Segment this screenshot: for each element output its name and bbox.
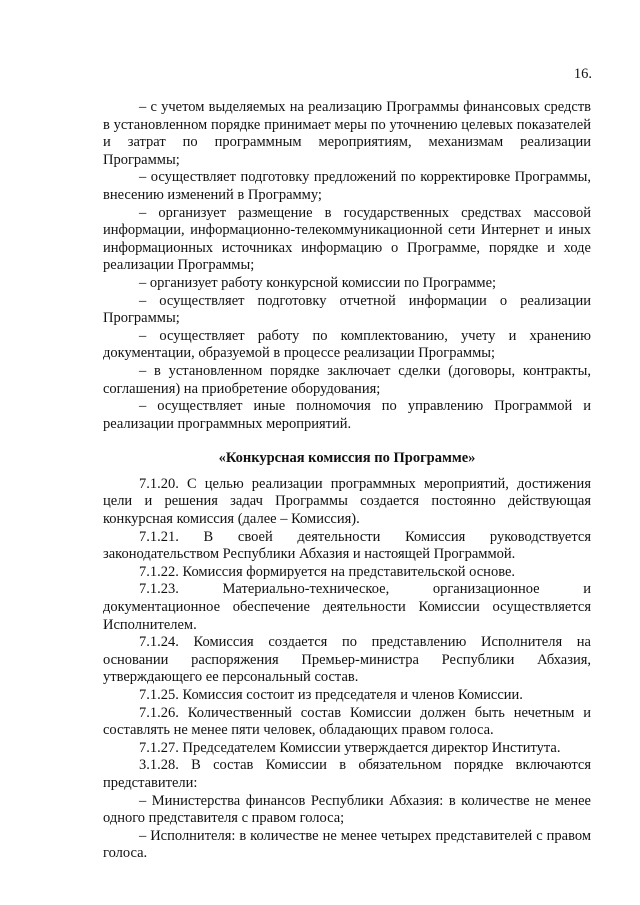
document-body (103, 99, 591, 863)
paragraph: – осуществляет иные полномочия по управлению Программой и реализации программных мероприятий. (103, 398, 591, 432)
paragraph: – в установленном порядке заключает сделки (договоры, контракты, соглашения) на приобретение оборудования; (103, 362, 591, 397)
paragraph: – организует работу конкурсной комиссии по Программе; (139, 274, 497, 291)
paragraph: – Министерства финансов Республики Абхазия: в количестве не менее одного представителя с правом голоса; (103, 792, 591, 827)
paragraph: 7.1.23. Материально-техническое, организационное и документационное обеспечение деятельности Комиссии осуществляется Исполнителем. (103, 581, 591, 633)
paragraph: 7.1.26. Количественный состав Комиссии должен быть нечетным и составлять не менее пяти человек, обладающих правом голоса. (103, 704, 591, 739)
paragraph: 3.1.28. В состав Комиссии в обязательном порядке включаются представители: (103, 757, 591, 791)
page-number: 16. (573, 66, 592, 82)
paragraph: 7.1.20. С целью реализации программных мероприятий, достижения цели и решения задач Программы создается постоянно действующая конкурсная комиссия (далее – Комиссия). (103, 475, 591, 528)
paragraph: – осуществляет подготовку отчетной информации о реализации Программы; (103, 292, 591, 327)
paragraph: 7.1.27. Председателем Комиссии утверждается директор Института. (139, 739, 561, 756)
paragraph: 7.1.22. Комиссия формируется на представительской основе. (139, 563, 516, 580)
paragraph: 7.1.24. Комиссия создается по представлению Исполнителя на основании распоряжения Премьер-министра Республики Абхазия, утверждающего ее персональный состав. (103, 634, 591, 686)
paragraph: – осуществляет работу по комплектованию, учету и хранению документации, образуемой в процессе реализации Программы; (103, 327, 591, 362)
paragraph: – с учетом выделяемых на реализацию Программы финансовых средств в установленном порядке принимает меры по уточнению целевых показателей и затрат по программным мероприятиям, механизмам реализации Программы; (103, 99, 591, 168)
paragraph: – осуществляет подготовку предложений по корректировке Программы, внесению изменений в Программу; (103, 169, 591, 203)
paragraph: 7.1.25. Комиссия состоит из председателя и членов Комиссии. (139, 687, 523, 703)
section-heading: «Конкурсная комиссия по Программе» (218, 450, 476, 467)
paragraph: – организует размещение в государственных средствах массовой информации, информационно-телекоммуникационной сети Интернет и иных информационных источниках информацию о Программе, порядке и ходе реализации Программы; (103, 204, 591, 274)
paragraph: 7.1.21. В своей деятельности Комиссия руководствуется законодательством Республики Абхазия и настоящей Программой. (103, 528, 591, 563)
paragraph: – Исполнителя: в количестве не менее четырех представителей с правом голоса. (103, 827, 591, 862)
